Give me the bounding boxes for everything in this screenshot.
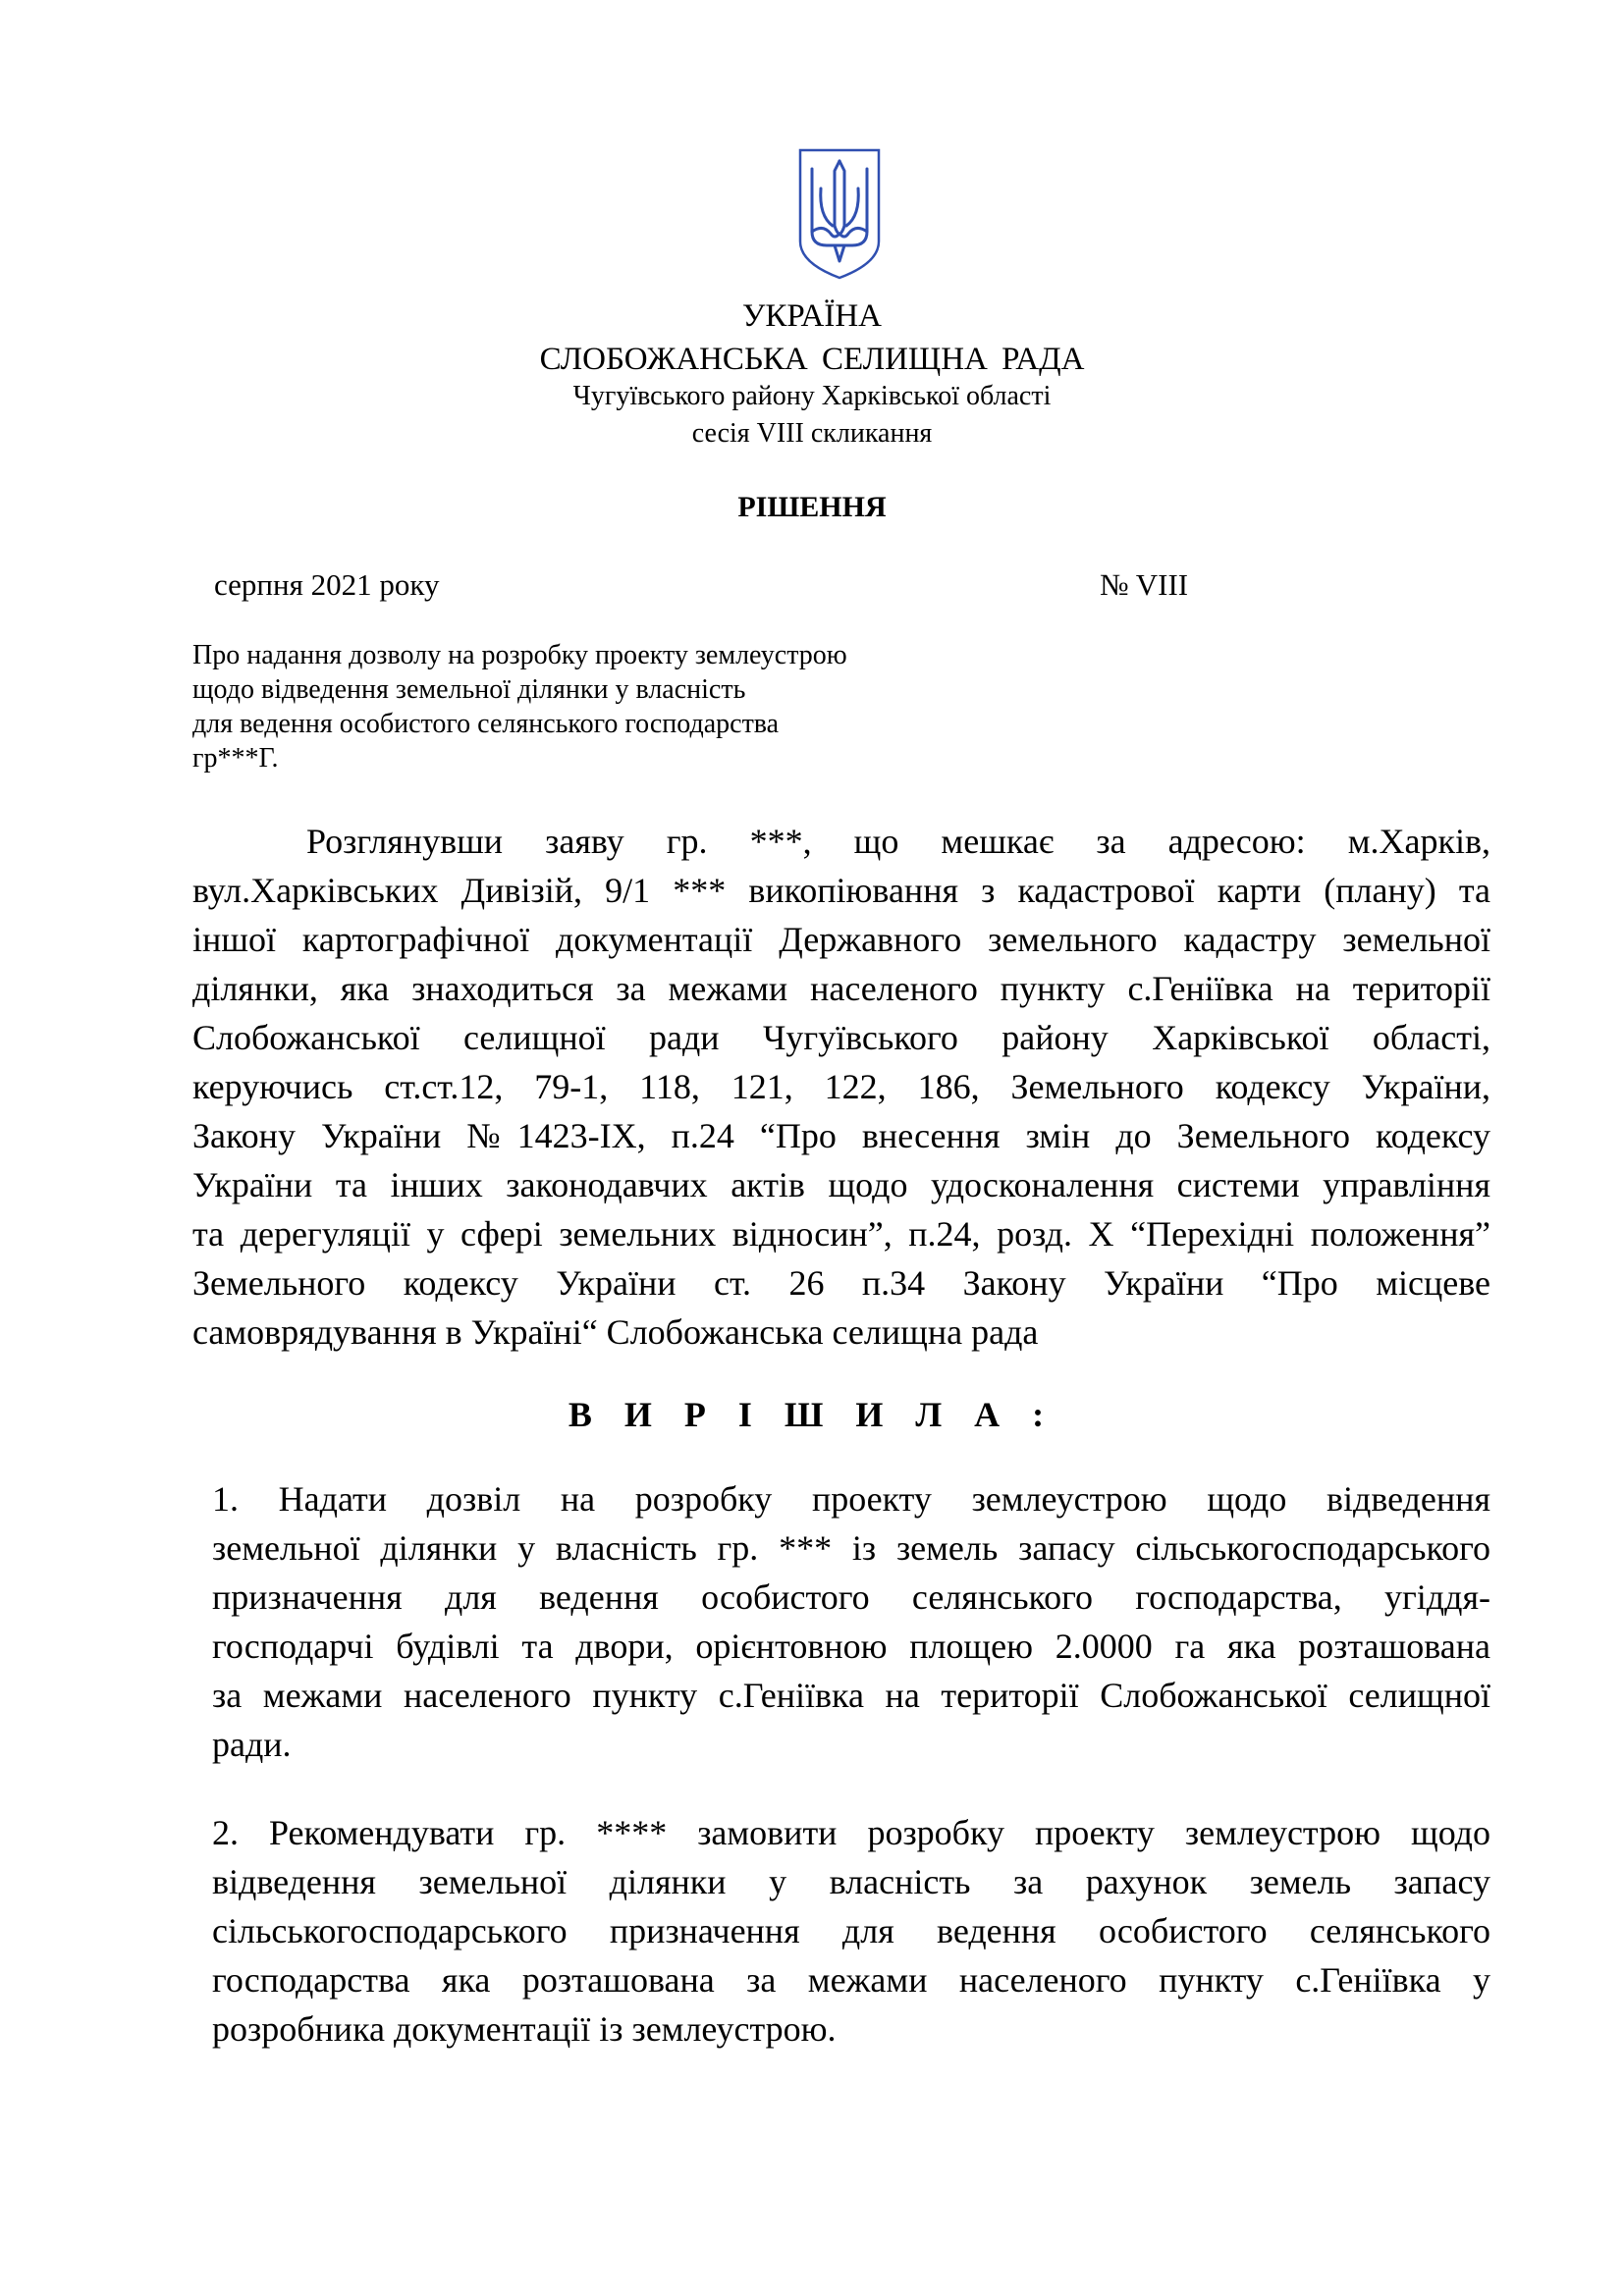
preamble-line: вул.Харківських Дивізій, 9/1 *** викопіювання з кадастрової карти (плану) та [192, 871, 1490, 910]
item-2-line: сільськогосподарського призначення для ведення особистого селянського [212, 1911, 1490, 1950]
preamble-line: Слобожанської селищної ради Чугуївського району Харківської області, [192, 1018, 1490, 1057]
preamble-line: Закону України №1423-IX, п.24 “Про внесення змін до Земельного кодексу [192, 1116, 1490, 1155]
item-1-line: господарчі будівлі та двори, орієнтовною площею 2.0000 га яка розташована [212, 1627, 1490, 1666]
decision-subject [192, 638, 847, 775]
item-1-line: за межами населеного пункту с.Геніївка на території Слобожанської селищної [212, 1676, 1490, 1715]
subject-line: Про надання дозволу на розробку проекту землеустрою [192, 640, 847, 670]
preamble-line: самоврядування в Україні“ Слобожанська селищна рада [192, 1312, 1039, 1352]
decision-title: РІШЕННЯ [737, 491, 887, 523]
council-name: СЛОБОЖАНСЬКА СЕЛИЩНА РАДА [539, 342, 1085, 377]
preamble-line: України та інших законодавчих актів щодо удосконалення системи управління [192, 1165, 1490, 1204]
preamble-line: Розглянувши заяву гр. ***, що мешкає за адресою: м.Харків, [306, 822, 1490, 861]
preamble-line: Земельного кодексу України ст. 26 п.34 Закону України “Про місцеве [192, 1263, 1490, 1303]
subject-line: для ведення особистого селянського господарства [192, 709, 780, 739]
item-2-line: відведення земельної ділянки у власність за рахунок земель запасу [212, 1862, 1490, 1901]
item-2-line: господарства яка розташована за межами населеного пункту с.Геніївка у [212, 1960, 1490, 2000]
country-name: УКРАЇНА [742, 298, 882, 334]
preamble-line: та дерегуляції у сфері земельних відносин”, п.24, розд. X “Перехідні положення” [192, 1214, 1490, 1254]
preamble-line: іншої картографічної документації Державного земельного кадастру земельної [192, 920, 1490, 959]
session-label: сесія VIII скликання [691, 418, 933, 449]
decision-number: № VIII [1100, 567, 1189, 602]
item-2-line: розробника документації із землеустрою. [212, 2009, 837, 2049]
decision-date: серпня 2021 року [214, 567, 440, 602]
subject-line: щодо відведення земельної ділянки у власність [192, 674, 746, 705]
item-1-line: 1. Надати дозвіл на розробку проекту землеустрою щодо відведення [212, 1479, 1490, 1519]
item-1-line: призначення для ведення особистого селянського господарства, угіддя- [212, 1577, 1490, 1617]
preamble-line: ділянки, яка знаходиться за межами населеного пункту с.Геніївка на території [192, 969, 1490, 1008]
district-name: Чугуївського району Харківської області [572, 381, 1052, 411]
item-1-line: земельної ділянки у власність гр. *** із земель запасу сільськогосподарського [212, 1528, 1490, 1568]
resolved-heading: В И Р І Ш И Л А : [568, 1395, 1056, 1434]
preamble-line: керуючись ст.ст.12, 79-1, 118, 121, 122, 186, Земельного кодексу України, [192, 1067, 1490, 1106]
subject-line: гр***Г. [192, 743, 279, 774]
ukraine-trident-icon [797, 147, 882, 281]
item-1-line: ради. [212, 1725, 292, 1764]
item-2-line: 2. Рекомендувати гр. **** замовити розробку проекту землеустрою щодо [212, 1813, 1490, 1852]
